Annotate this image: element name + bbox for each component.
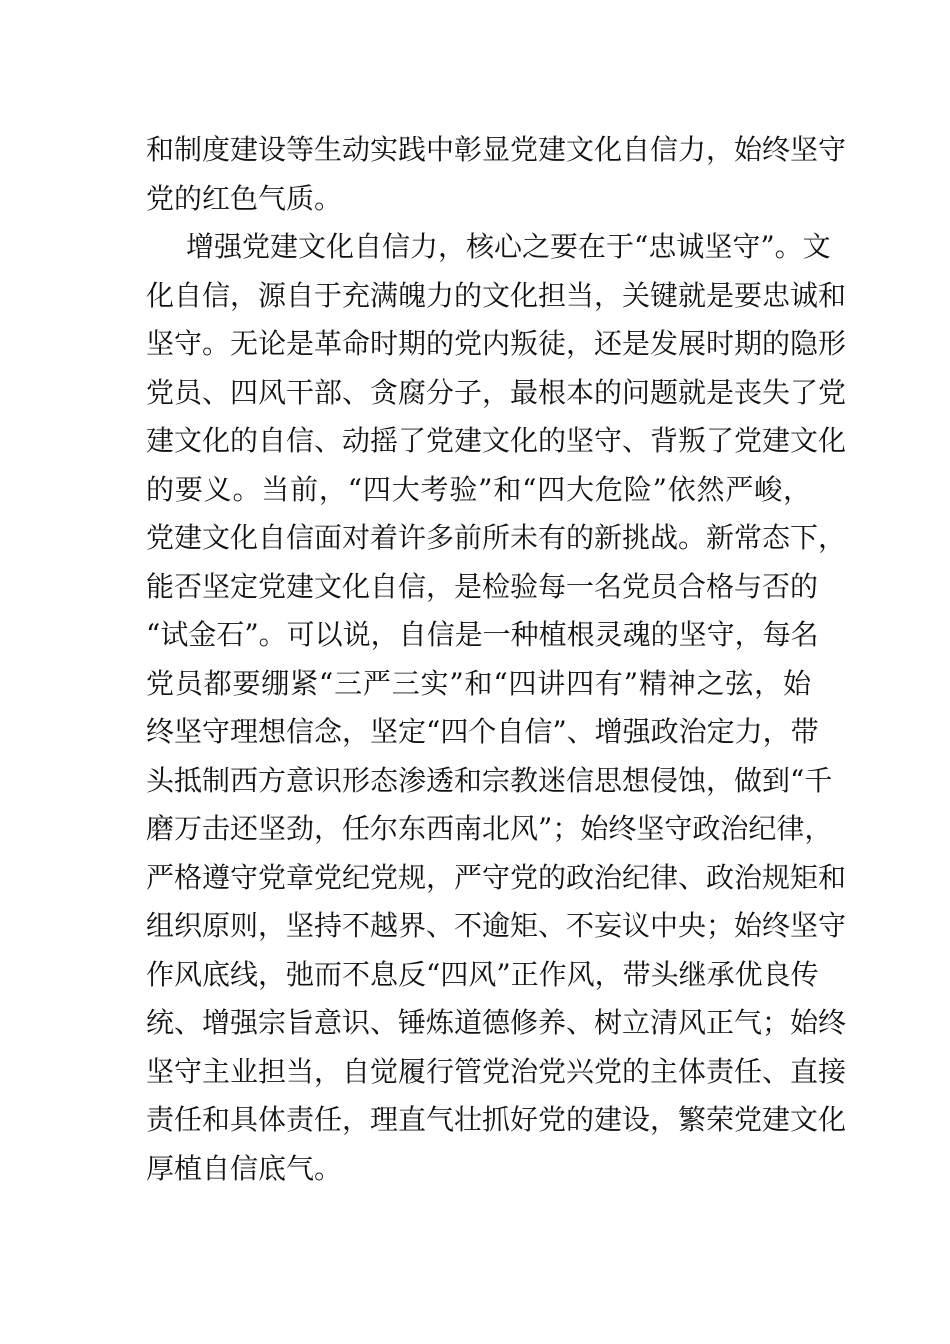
- text-line: 组织原则，坚持不越界、不逾矩、不妄议中央；始终坚守: [146, 909, 847, 942]
- text-line: 头抵制西方意识形态渗透和宗教迷信思想侵蚀，做到“千: [146, 763, 833, 797]
- text-line: 党员、四风干部、贪腐分子，最根本的问题就是丧失了党: [146, 375, 847, 409]
- text-line: 责任和具体责任，理直气壮抓好党的建设，繁荣党建文化: [146, 1103, 847, 1136]
- text-line: 建文化的自信、动摇了党建文化的坚守、背叛了党建文化: [146, 424, 847, 457]
- text-line: 坚守主业担当，自觉履行管党治党兴党的主体责任、直接: [146, 1054, 847, 1088]
- text-line: 统、增强宗旨意识、锤炼道德修养、树立清风正气；始终: [146, 1006, 847, 1039]
- text-line: 坚守。无论是革命时期的党内叛徒，还是发展时期的隐形: [146, 327, 847, 360]
- body-text: [146, 126, 847, 1193]
- text-line: “试金石”。可以说，自信是一种植根灵魂的坚守，每名: [146, 618, 819, 651]
- text-line: 终坚守理想信念，坚定“四个自信”、增强政治定力，带: [146, 715, 819, 748]
- text-line: 能否坚定党建文化自信，是检验每一名党员合格与否的: [146, 569, 819, 603]
- text-line: 化自信，源自于充满魄力的文化担当，关键就是要忠诚和: [146, 278, 847, 312]
- text-line: 党员都要绷紧“三严三实”和“四讲四有”精神之弦，始: [146, 666, 811, 700]
- text-line: 和制度建设等生动实践中彰显党建文化自信力，始终坚守: [146, 133, 847, 166]
- paragraph-first-line: 增强党建文化自信力，核心之要在于“忠诚坚守”。文: [186, 230, 831, 263]
- text-line: 的要义。当前，“四大考验”和“四大危险”依然严峻，: [146, 472, 811, 506]
- text-line: 磨万击还坚劲，任尔东西南北风”；始终坚守政治纪律，: [146, 812, 833, 845]
- text-line: 严格遵守党章党纪党规，严守党的政治纪律、政治规矩和: [146, 860, 847, 894]
- text-line: 党的红色气质。: [146, 181, 343, 215]
- text-line: 党建文化自信面对着许多前所未有的新挑战。新常态下，: [146, 521, 847, 554]
- text-line: 厚植自信底气。: [146, 1151, 343, 1185]
- text-line: 作风底线，弛而不息反“四风”正作风，带头继承优良传: [146, 957, 819, 991]
